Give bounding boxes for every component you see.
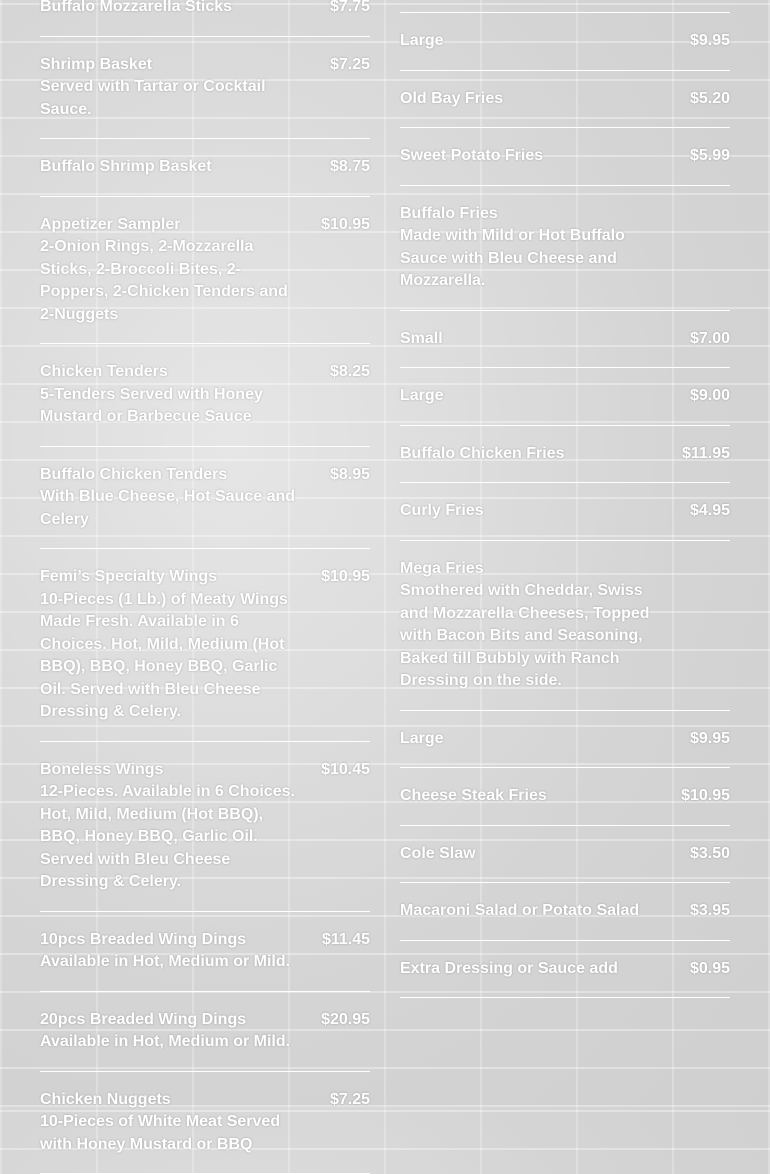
menu-item-price: $11.45 (322, 929, 370, 952)
menu-item-text (40, 361, 330, 429)
menu-item-price: $5.99 (690, 145, 730, 168)
menu-item (400, 826, 730, 884)
menu-item-text (40, 566, 321, 724)
menu-item (400, 711, 730, 769)
menu-item-text (400, 145, 690, 168)
menu-item (400, 0, 730, 13)
menu-item-text (400, 443, 682, 466)
menu-item-description: Available in Hot, Medium or Mild. (40, 951, 302, 974)
menu-item-price: $7.75 (330, 0, 370, 19)
menu-item-price: $7.25 (330, 1089, 370, 1112)
menu-item-text (40, 156, 330, 179)
menu-item-description: Made with Mild or Hot Buffalo Sauce with Bleu Cheese and Mozzarella. (400, 225, 655, 293)
menu-item-name: Boneless Wings (40, 759, 301, 782)
menu-item-text (40, 929, 322, 974)
menu-item (40, 37, 370, 140)
menu-item-description: 10-Pieces (1 Lb.) of Meaty Wings Made Fresh. Available in 6 Choices. Hot, Mild, Medium (Hot BBQ), BBQ, Honey BBQ, Garlic Oil. Served with Bleu Cheese Dressing & Celery. (40, 589, 301, 724)
menu-item-description: 10-Pieces of White Meat Served with Honey Mustard or BBQ (40, 1111, 310, 1156)
menu-item-name: Sweet Potato Fries (400, 145, 690, 168)
menu-item-text (400, 30, 690, 53)
menu-item-text (400, 900, 690, 923)
menu-item (400, 311, 730, 369)
menu-item (400, 426, 730, 484)
menu-item-name: Femi’s Specialty Wings (40, 566, 301, 589)
menu-item-price: $8.25 (330, 361, 370, 384)
menu-item-description: 5-Tenders Served with Honey Mustard or Barbecue Sauce (40, 384, 310, 429)
menu-item-price: $0.95 (690, 958, 730, 981)
menu-item-text (400, 203, 730, 293)
menu-item-name: Old Bay Fries (400, 88, 690, 111)
menu-item-text (400, 958, 690, 981)
menu-item (40, 447, 370, 550)
menu-item (40, 0, 370, 37)
menu-item-name: Large (400, 728, 690, 751)
menu-item-price: $9.95 (690, 30, 730, 53)
menu-item-name: Macaroni Salad or Potato Salad (400, 900, 690, 923)
menu-item-text (40, 1089, 330, 1157)
menu-item (40, 344, 370, 447)
menu-item (40, 1072, 370, 1174)
menu-item (400, 186, 730, 311)
menu-item (400, 883, 730, 941)
menu-item-name: Cole Slaw (400, 843, 690, 866)
menu-item-name: Cheese Steak Fries (400, 785, 681, 808)
menu-item-description: Available in Hot, Medium or Mild. (40, 1031, 301, 1054)
menu-item (400, 71, 730, 129)
menu-item (40, 992, 370, 1072)
menu-item (400, 368, 730, 426)
menu-item-description: Smothered with Cheddar, Swiss and Mozzarella Cheeses, Topped with Bacon Bits and Seasoning, Baked till Bubbly with Ranch Dressing on the side. (400, 580, 650, 693)
menu-item-price: $9.00 (690, 385, 730, 408)
menu-item-text (400, 728, 690, 751)
menu-item-price: $11.95 (682, 443, 730, 466)
menu-item-text (40, 214, 321, 327)
menu-item-text (400, 558, 730, 693)
menu-item-name: Buffalo Chicken Tenders (40, 464, 310, 487)
menu-item-text (40, 464, 330, 532)
menu-item (400, 768, 730, 826)
menu-item-price: $10.95 (321, 566, 370, 589)
menu-item-description: Served with Tartar or Cocktail Sauce. (40, 76, 310, 121)
menu-item-text (400, 500, 690, 523)
menu-item (40, 139, 370, 197)
menu-item-name: Chicken Nuggets (40, 1089, 310, 1112)
menu-item-text (400, 328, 690, 351)
menu-item (40, 197, 370, 345)
menu-item-text (400, 843, 690, 866)
menu-item-text (40, 0, 330, 19)
menu-item-name: Buffalo Chicken Fries (400, 443, 682, 466)
menu-item-description: With Blue Cheese, Hot Sauce and Celery (40, 486, 310, 531)
menu-item-price: $5.20 (690, 88, 730, 111)
menu-item (400, 128, 730, 186)
menu-item-name: 10pcs Breaded Wing Dings (40, 929, 302, 952)
menu-item (400, 941, 730, 999)
menu-item-price: $20.95 (321, 1009, 370, 1032)
menu-item-text (40, 759, 321, 894)
menu-item-name: Large (400, 385, 690, 408)
menu-item (400, 541, 730, 711)
menu-item-price: $7.25 (330, 54, 370, 77)
menu-item-text (400, 385, 690, 408)
menu-item-name: Mega Fries (400, 558, 650, 581)
menu-item-text (400, 785, 681, 808)
menu-column-right (400, 0, 730, 998)
menu-item (400, 483, 730, 541)
menu-item-price: $10.95 (321, 214, 370, 237)
menu-item-text (40, 1009, 321, 1054)
menu-item (400, 13, 730, 71)
menu-item-price: $10.45 (321, 759, 370, 782)
menu-item-name: Buffalo Fries (400, 203, 655, 226)
menu-item-price: $7.00 (690, 328, 730, 351)
menu-column-left (40, 0, 370, 1174)
menu-item-price: $4.95 (690, 500, 730, 523)
menu-item-price: $8.95 (330, 464, 370, 487)
menu-item-name: Curly Fries (400, 500, 690, 523)
menu-item (40, 549, 370, 742)
menu-item-name: Shrimp Basket (40, 54, 310, 77)
menu-item-text (40, 54, 330, 122)
menu-item-name: Large (400, 30, 690, 53)
menu-item (40, 742, 370, 912)
menu-item-name: Appetizer Sampler (40, 214, 301, 237)
menu-item-price: $8.75 (330, 156, 370, 179)
menu-item-price: $10.95 (681, 785, 730, 808)
menu-item (40, 912, 370, 992)
menu-item-price: $9.95 (690, 728, 730, 751)
menu-item-name: 20pcs Breaded Wing Dings (40, 1009, 301, 1032)
menu-item-name: Chicken Tenders (40, 361, 310, 384)
menu-item-description: 2-Onion Rings, 2-Mozzarella Sticks, 2-Broccoli Bites, 2-Poppers, 2-Chicken Tenders and 2-Nuggets (40, 236, 301, 326)
menu-item-name: Buffalo Mozzarella Sticks (40, 0, 310, 19)
menu-item-name: Extra Dressing or Sauce add (400, 958, 690, 981)
menu-item-price: $3.95 (690, 900, 730, 923)
menu-item-price: $3.50 (690, 843, 730, 866)
menu-item-description: 12-Pieces. Available in 6 Choices. Hot, Mild, Medium (Hot BBQ), BBQ, Honey BBQ, Garlic Oil. Served with Bleu Cheese Dressing & Celery. (40, 781, 301, 894)
menu-item-name: Buffalo Shrimp Basket (40, 156, 310, 179)
menu-item-name: Small (400, 328, 690, 351)
menu-item-text (400, 88, 690, 111)
